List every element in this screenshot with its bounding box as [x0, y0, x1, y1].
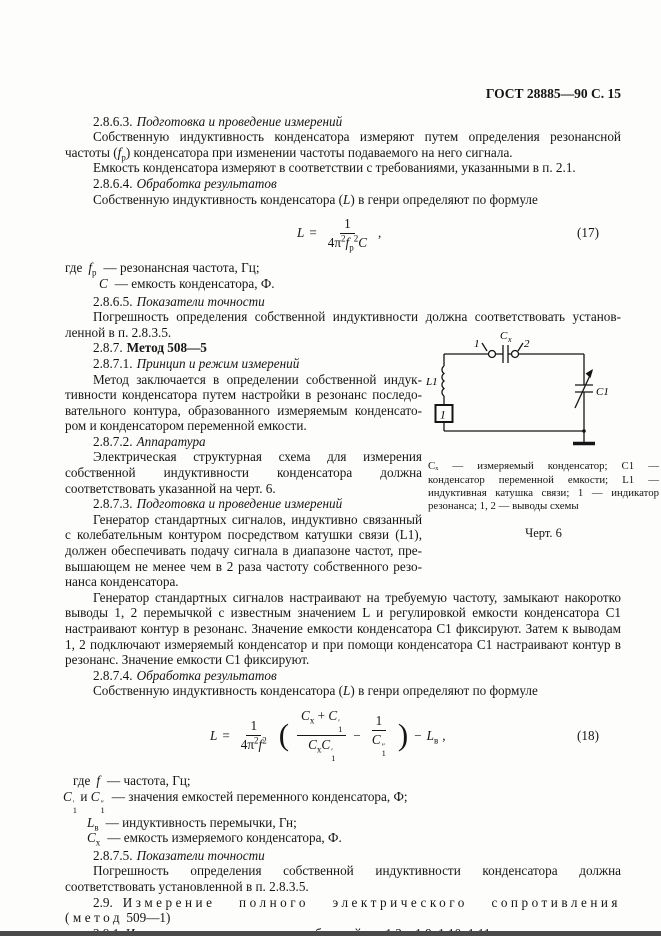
heading-2871: 2.8.7.1. Принцип и режим измерений	[93, 355, 300, 371]
terminal-1	[489, 351, 496, 358]
paragraph-p2: Емкость конденсатора измеряют в соответствии с требованиями, указанными в п. 2.1.	[93, 160, 576, 176]
page-header: ГОСТ 28885—90 С. 15	[485, 86, 621, 101]
circuit-diagram-fig6	[426, 328, 656, 454]
formula-18: L = $\frac{1}{4\pi^2f^2}$ ( $C_х + C$ ′ 1 $C_хC$ ′ 1 − 1 C ″ 1 ) − $L_в$ , (18)	[65, 708, 621, 763]
paragraph-p5: Метод заключается в определении собственной индуктивности конденсатора путем настройки в резонанс последовательного контура, образованного измеряемым конденсатором и конденсатором переменной емкости.	[65, 371, 422, 434]
label-terminal-1: 1	[474, 338, 480, 351]
label-cx: C	[500, 330, 508, 343]
fraction: $\frac{1}{4\pi^2f^2}$	[240, 718, 267, 752]
arrowhead	[586, 369, 594, 378]
def-line: C — емкость конденсатора, Ф.	[99, 275, 275, 291]
def-line: C ′ 1 и C ″ 1 — значения емкостей переменного конденсатора, Ф;	[63, 788, 408, 816]
heading-29: 2.9. Измерение полного электрического сопротивления	[93, 894, 621, 910]
terminal-2	[512, 351, 519, 358]
formula-17: L = $\frac{1}{4\pi^2f_р^2C}$ , (17)	[65, 216, 621, 250]
heading-2873: 2.8.7.3. Подготовка и проведение измерений	[93, 496, 343, 512]
document-content	[63, 86, 659, 936]
def-line: $C_х$ — емкость измеряемого конденсатора, Ф.	[87, 830, 342, 848]
paragraph-p1: Собственную индуктивность конденсатора измеряют путем определения резонансной частоты $(f_р)$ конденсатора при изменении частоты подаваемого на него сигнала.	[65, 129, 621, 163]
fraction: $\frac{1}{4\pi^2f_р^2C}$	[327, 216, 368, 253]
paragraph-p6: Электрическая структурная схема для измерения собственной индуктивности конденсатора должна соответствовать указанной на черт. 6.	[65, 449, 422, 496]
label-terminal-2: 2	[524, 338, 530, 351]
left-column	[65, 340, 422, 590]
paragraph-p10: Погрешность определения собственной индуктивности конденсатора должна соответствовать установленной в п. 2.8.3.5.	[65, 863, 621, 894]
junction-dot	[582, 430, 586, 434]
var-f: f	[117, 144, 122, 160]
heading-2872: 2.8.7.2. Аппаратура	[93, 433, 206, 449]
figure-number: Черт. 6	[525, 526, 562, 541]
heading-29-method: (метод 509—1)	[65, 910, 171, 926]
paragraph-p4: Погрешность определения собственной индуктивности должна соответствовать установленной в п. 2.8.3.5.	[65, 309, 621, 340]
label-l1: L1	[426, 376, 438, 389]
label-cx-sub: х	[508, 335, 512, 345]
def-line: где f — частота, Гц;	[73, 772, 191, 788]
fraction: $C_х + C$ ′ 1 $C_хC$ ′ 1	[297, 708, 346, 763]
formula-number-18: (18)	[577, 727, 599, 743]
paragraph-p8: Генератор стандартных сигналов настраивают на требуемую частоту, замыкают накоротко выводы 1, 2 перемычкой с известным значением L и регулировкой емкости конденсатора C1 настраивают контур в резонанс. Значение емкости конденсатора C1 фиксируют. Затем к выводам 1, 2 подключают измеряемый конденсатор и при помощи конденсатора C1 настраивают контур в резонанс. Значение емкости C1 фиксируют.	[65, 589, 621, 668]
terminal-2-tick	[518, 343, 523, 351]
def-line: где $f_р$ — резонансная частота, Гц;	[65, 260, 260, 278]
heading-2863: 2.8.6.3. Подготовка и проведение измерений	[93, 113, 343, 129]
paragraph-p3: Собственную индуктивность конденсатора (L) в генри определяют по формуле	[93, 191, 538, 207]
formula-number-17: (17)	[577, 225, 599, 241]
indicator-box-label: 1	[440, 409, 446, 422]
heading-2865: 2.8.6.5. Показатели точности	[93, 293, 265, 309]
two-column-section	[65, 330, 659, 590]
paragraph-p9: Собственную индуктивность конденсатора (L) в генри определяют по формуле	[93, 683, 538, 699]
figure-column	[422, 328, 659, 541]
heading-2874: 2.8.7.4. Обработка результатов	[93, 667, 277, 683]
heading-287: 2.8.7. Метод 508—5	[93, 340, 207, 356]
paragraph-p7: Генератор стандартных сигналов, индуктивно связанный с колебательным контуром посредством катушки связи (L1), должен обеспечивать подачу сигнала в диапазоне частот, превышающем не менее чем в 2 раза частоту собственного резонанса конденсатора.	[65, 511, 422, 590]
var-L: L	[343, 191, 351, 207]
label-c1: C1	[596, 386, 609, 399]
inductor-coil-L1	[442, 366, 444, 396]
def-line: $L_в$ — индуктивность перемычки, Гн;	[87, 814, 297, 833]
terminal-1-tick	[482, 343, 487, 351]
figure-caption: Cₓ — измеряемый конденсатор; C1 — конденсатор переменной емкости; L1 — индуктивная катушка связи; 1 — индикатор резонанса; 1, 2 — выводы схемы	[428, 460, 659, 512]
fraction: 1 C ″ 1	[371, 713, 386, 759]
definitions-17	[65, 260, 621, 291]
heading-2875: 2.8.7.5. Показатели точности	[93, 847, 265, 863]
definitions-18	[65, 773, 621, 846]
scan-bottom-edge	[0, 931, 661, 936]
heading-2864: 2.8.6.4. Обработка результатов	[93, 175, 277, 191]
var-L: L	[343, 683, 351, 699]
